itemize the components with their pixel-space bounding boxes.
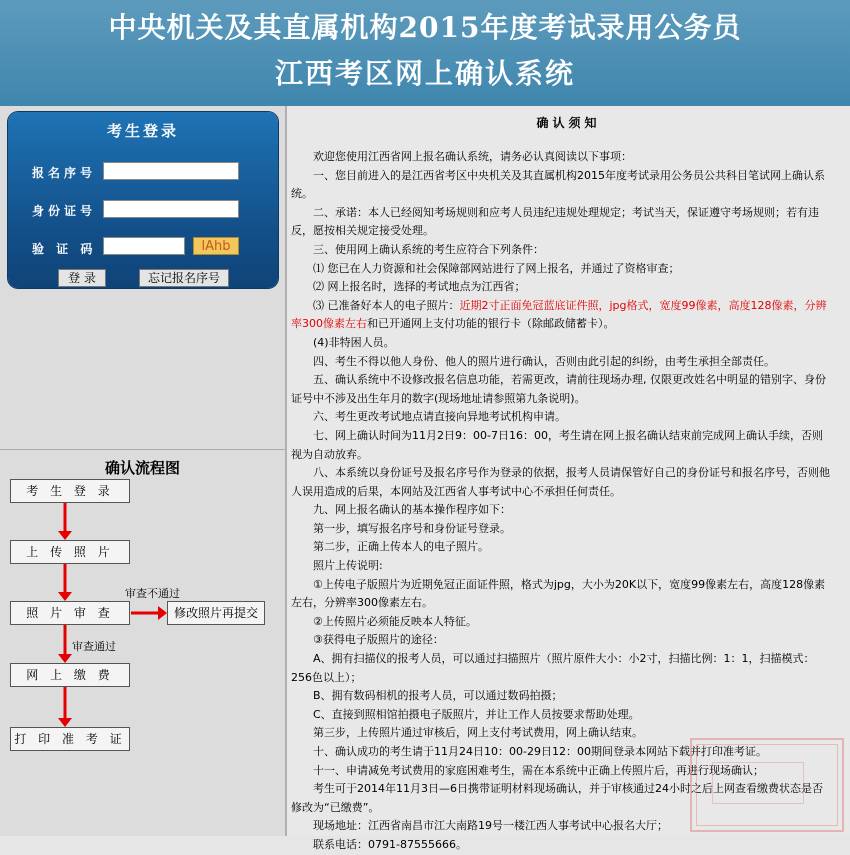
notice-paragraph: ⑴ 您已在人力资源和社会保障部网站进行了网上报名，并通过了资格审查； <box>313 261 680 275</box>
notice-paragraph: 欢迎您使用江西省网上报名确认系统，请务必认真阅读以下事项： <box>313 150 632 163</box>
review-pass-label: 审查通过 <box>72 640 116 653</box>
header-title-line2: 江西考区网上确认系统 <box>274 57 575 90</box>
notice-paragraph: 十、确认成功的考生请于11月24日10：00-29日12：00期间登录本网站下载并打印准考证。 <box>313 745 767 758</box>
notice-paragraph: 一、您目前进入的是江西省考区中央机关及其直属机构2015年度考试录用公务员公共科目笔试网上确认系统。 <box>291 168 825 201</box>
notice-paragraph <box>291 297 833 334</box>
notice-paragraph: 二、承诺：本人已经阅知考场规则和应考人员违纪违规处理规定；考试当天，保证遵守考场规则；若有违反，愿按相关规定接受处理。 <box>291 205 819 238</box>
notice-text: 和已开通网上支付功能的银行卡（除邮政储蓄卡）。 <box>367 317 615 331</box>
notice-paragraph: 第二步，正确上传本人的电子照片。 <box>313 540 489 554</box>
notice-paragraph: 联系电话：0791-87555666。 <box>313 837 467 851</box>
notice-paragraph: ②上传照片必须能反映本人特征。 <box>313 614 477 628</box>
flow-step-login: 考 生 登 录 <box>10 479 130 503</box>
notice-paragraph: (4)非特困人员。 <box>313 335 395 349</box>
login-button[interactable]: 登 录 <box>58 269 106 287</box>
notice-paragraph: ①上传电子版照片为近期免冠正面证件照，格式为jpg，大小为20K以下，宽度99像素左右，高度128像素左右，分辨率300像素左右。 <box>291 577 826 610</box>
notice-paragraph: 五、确认系统中不设修改报名信息功能，若需更改，请前往现场办理, 仅限更改姓名中明显的错别字、身份证号中不涉及出生年月的数字(现场地址请参照第九条说明)。 <box>291 373 826 405</box>
flow-step-upload-photo: 上 传 照 片 <box>10 540 130 564</box>
notice-paragraph: A、拥有扫描仪的报考人员，可以通过扫描照片（照片原件大小：小2寸，扫描比例：1：1，扫描模式：256色以上）； <box>291 652 815 684</box>
flow-title: 确认流程图 <box>104 459 180 477</box>
id-number-label: 身份证号 <box>32 204 97 218</box>
notice-paragraph: ③获得电子版照片的途径： <box>313 633 444 647</box>
page-header <box>0 0 850 106</box>
notice-paragraph: B、拥有数码相机的报考人员，可以通过数码拍摄； <box>313 689 563 703</box>
notice-paragraph: 三、使用网上确认系统的考生应符合下列条件： <box>313 242 544 256</box>
captcha-image[interactable]: lAhb <box>193 237 239 255</box>
flow-step-print-ticket: 打 印 准 考 证 <box>10 727 130 751</box>
login-title: 考生登录 <box>106 122 179 140</box>
flow-arrows <box>0 106 285 836</box>
notice-paragraph: 四、考生不得以他人身份、他人的照片进行确认，否则由此引起的纠纷，由考生承担全部责任。 <box>313 354 775 368</box>
notice-paragraph: ⑵ 网上报名时，选择的考试地点为江西省； <box>313 280 526 294</box>
notice-paragraph: 第一步，填写报名序号和身份证号登录。 <box>313 521 511 535</box>
notice-paragraph: 九、网上报名确认的基本操作程序如下： <box>313 503 511 517</box>
photo-requirement-highlight: 近期2寸正面免冠蓝底证件照，jpg格式，宽度99像素，高度128像素，分辨率300像素左右 <box>291 298 827 331</box>
captcha-label: 验 证 码 <box>32 242 97 256</box>
notice-panel <box>287 106 850 851</box>
header-title-line1: 中央机关及其直属机构2015年度考试录用公务员 <box>108 11 742 44</box>
notice-paragraph: 八、本系统以身份证号及报名序号作为登录的依据，报考人员请保管好自己的身份证号和报名序号，否则他人误用造成的后果，本网站及江西省人事考试中心不承担任何责任。 <box>291 466 830 498</box>
watermark-stamp-mark <box>712 762 804 804</box>
notice-title: 确认须知 <box>536 116 601 130</box>
notice-paragraph: C、直接到照相馆拍摄电子版照片，并让工作人员按要求帮助处理。 <box>313 707 640 721</box>
flow-step-reupload: 修改照片再提交 <box>167 601 265 625</box>
review-fail-label: 审查不通过 <box>125 587 180 600</box>
notice-paragraph: 考生可于2014年11月3日—6日携带证明材料现场确认，并于审核通过24小时之后上网查看缴费状态是否修改为“已缴费”。 <box>291 782 823 814</box>
notice-paragraph: 七、网上确认时间为11月2日9：00-7日16：00，考生请在网上报名确认结束前完成网上确认手续，否则视为自动放弃。 <box>291 428 823 461</box>
notice-paragraph: 照片上传说明: <box>313 559 383 573</box>
notice-paragraph: 六、考生更改考试地点请直接向异地考试机构申请。 <box>313 410 566 424</box>
flow-step-payment: 网 上 缴 费 <box>10 663 130 687</box>
watermark-stamp <box>690 738 844 832</box>
notice-text: ⑶ 已准备好本人的电子照片： <box>313 298 460 312</box>
flow-step-photo-review: 照 片 审 查 <box>10 601 130 625</box>
left-panel <box>0 106 287 836</box>
notice-paragraph: 现场地址：江西省南昌市江大南路19号一楼江西人事考试中心报名大厅； <box>313 819 668 833</box>
notice-paragraph: 十一、申请减免考试费用的家庭困难考生，需在本系统中正确上传照片后，再进行现场确认； <box>313 763 764 777</box>
reg-number-label: 报名序号 <box>32 166 97 180</box>
forgot-reg-number-button[interactable]: 忘记报名序号 <box>139 269 229 287</box>
notice-paragraph: 第三步，上传照片通过审核后，网上支付考试费用，网上确认结束。 <box>313 726 643 740</box>
